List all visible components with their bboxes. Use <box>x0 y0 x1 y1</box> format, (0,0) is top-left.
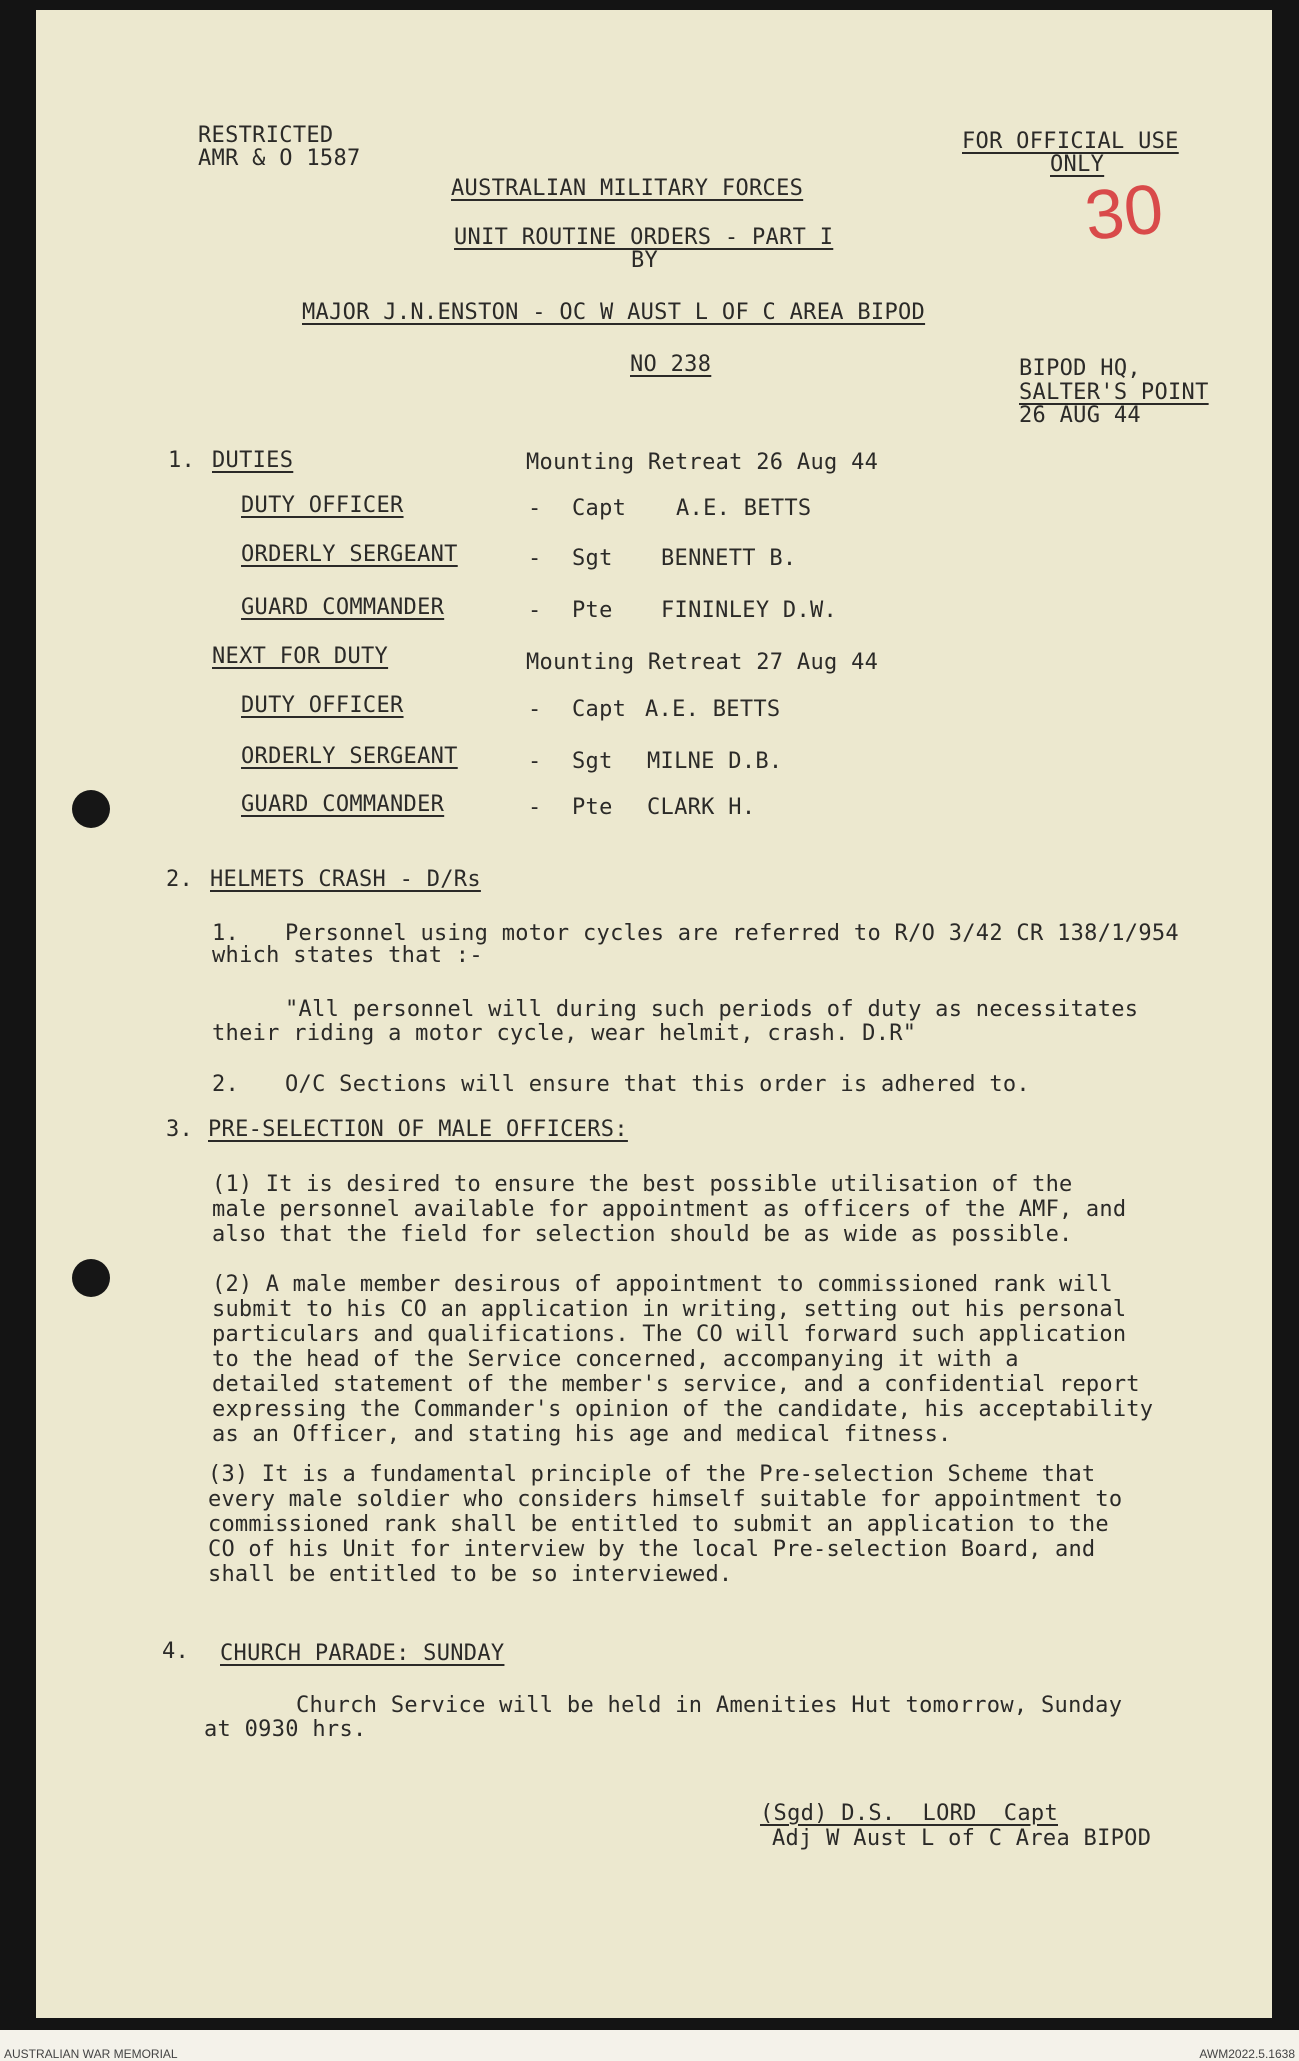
paragraph-number: 2. <box>212 1072 240 1097</box>
duty-name: CLARK H. <box>647 795 756 820</box>
mounting-line: Mounting Retreat 27 Aug 44 <box>526 650 879 675</box>
duty-name: MILNE D.B. <box>647 749 783 774</box>
paragraph-line: particulars and qualifications. The CO will forward such application <box>212 1322 1127 1347</box>
paragraph-line: to the head of the Service concerned, accompanying it with a <box>212 1347 1019 1372</box>
next-for-duty-heading: NEXT FOR DUTY <box>212 644 389 669</box>
duty-rank: Pte <box>572 795 613 820</box>
paragraph-number: 1. <box>212 921 240 946</box>
preselection-paragraph-1 <box>212 1172 1242 1247</box>
section-number: 4. <box>162 1639 190 1664</box>
document-subtitle: UNIT ROUTINE ORDERS - PART I <box>454 225 834 250</box>
duty-dash: - <box>528 598 542 623</box>
authority: MAJOR J.N.ENSTON - OC W AUST L OF C AREA BIPOD <box>302 300 926 325</box>
paragraph-line: expressing the Commander's opinion of the candidate, his acceptability <box>212 1397 1154 1422</box>
official-use-line2: ONLY <box>1050 152 1105 177</box>
helmets-paragraph-line: which states that :- <box>212 943 483 968</box>
paragraph-line: every male soldier who considers himself suitable for appointment to <box>208 1487 1123 1512</box>
order-number: NO 238 <box>630 352 712 377</box>
section-heading-helmets: HELMETS CRASH - D/Rs <box>210 867 481 892</box>
duty-name: A.E. BETTS <box>645 697 781 722</box>
paragraph-line: CO of his Unit for interview by the local Pre-selection Board, and <box>208 1537 1096 1562</box>
paragraph-line: male personnel available for appointment as officers of the AMF, and <box>212 1197 1127 1222</box>
location-line1: BIPOD HQ, <box>1019 356 1141 381</box>
archive-footer <box>0 2030 1299 2061</box>
page-number: 30 <box>1081 169 1167 255</box>
footer-institution: AUSTRALIAN WAR MEMORIAL <box>4 2047 178 2061</box>
order-date: 26 AUG 44 <box>1019 403 1141 428</box>
duty-role: GUARD COMMANDER <box>241 595 445 620</box>
section-heading-duties: DUTIES <box>212 448 294 473</box>
quote-line: "All personnel will during such periods of duty as necessitates <box>285 997 1139 1022</box>
duty-rank: Capt <box>572 496 627 521</box>
duty-rank: Sgt <box>572 546 613 571</box>
duty-dash: - <box>528 496 542 521</box>
paragraph-line: commissioned rank shall be entitled to submit an application to the <box>208 1512 1109 1537</box>
duty-rank: Sgt <box>572 749 613 774</box>
preselection-paragraph-3 <box>208 1462 1248 1587</box>
duty-rank: Pte <box>572 598 613 623</box>
location-line2: SALTER'S POINT <box>1019 380 1209 405</box>
preselection-paragraph-2 <box>212 1272 1252 1447</box>
section-number: 2. <box>166 867 194 892</box>
duty-dash: - <box>528 749 542 774</box>
section-number: 1. <box>168 448 196 473</box>
document-title: AUSTRALIAN MILITARY FORCES <box>451 176 804 201</box>
helmets-paragraph-line: O/C Sections will ensure that this order is adhered to. <box>285 1072 1030 1097</box>
duty-role: ORDERLY SERGEANT <box>241 542 458 567</box>
paragraph-line: also that the field for selection should be as wide as possible. <box>212 1222 1073 1247</box>
footer-accession: AWM2022.5.1638 <box>1199 2047 1295 2061</box>
duty-role: DUTY OFFICER <box>241 693 404 718</box>
church-line: at 0930 hrs. <box>204 1717 367 1742</box>
paragraph-line: shall be entitled to be so interviewed. <box>208 1562 733 1587</box>
by-label: BY <box>631 248 659 273</box>
paragraph-line: (3) It is a fundamental principle of the Pre-selection Scheme that <box>208 1462 1096 1487</box>
official-use-line1: FOR OFFICIAL USE <box>962 129 1179 154</box>
duty-dash: - <box>528 795 542 820</box>
punch-hole <box>72 1259 110 1297</box>
paragraph-line: as an Officer, and stating his age and medical fitness. <box>212 1422 952 1447</box>
reference: AMR & O 1587 <box>198 146 361 171</box>
section-heading-church: CHURCH PARADE: SUNDAY <box>220 1641 505 1666</box>
mounting-line: Mounting Retreat 26 Aug 44 <box>526 450 879 475</box>
duty-rank: Capt <box>572 697 627 722</box>
section-number: 3. <box>166 1117 194 1142</box>
duty-role: ORDERLY SERGEANT <box>241 744 458 769</box>
duty-name: BENNETT B. <box>661 546 797 571</box>
duty-role: GUARD COMMANDER <box>241 792 445 817</box>
section-heading-preselection: PRE-SELECTION OF MALE OFFICERS: <box>208 1117 628 1142</box>
signature-title: Adj W Aust L of C Area BIPOD <box>772 1826 1152 1851</box>
church-line: Church Service will be held in Amenities Hut tomorrow, Sunday <box>296 1693 1123 1718</box>
quote-line: their riding a motor cycle, wear helmit, crash. D.R" <box>212 1021 917 1046</box>
duty-dash: - <box>528 546 542 571</box>
helmets-paragraph-line: Personnel using motor cycles are referred to R/O 3/42 CR 138/1/954 <box>285 921 1179 946</box>
paragraph-line: (1) It is desired to ensure the best possible utilisation of the <box>212 1172 1073 1197</box>
paragraph-line: submit to his CO an application in writing, setting out his personal <box>212 1297 1127 1322</box>
duty-role: DUTY OFFICER <box>241 493 404 518</box>
duty-dash: - <box>528 697 542 722</box>
classification: RESTRICTED <box>198 123 334 148</box>
paragraph-line: (2) A male member desirous of appointment to commissioned rank will <box>212 1272 1113 1297</box>
duty-name: A.E. BETTS <box>676 496 812 521</box>
punch-hole <box>72 790 110 828</box>
signature-name: (Sgd) D.S. LORD Capt <box>760 1801 1058 1826</box>
duty-name: FININLEY D.W. <box>661 598 838 623</box>
paragraph-line: detailed statement of the member's service, and a confidential report <box>212 1372 1140 1397</box>
